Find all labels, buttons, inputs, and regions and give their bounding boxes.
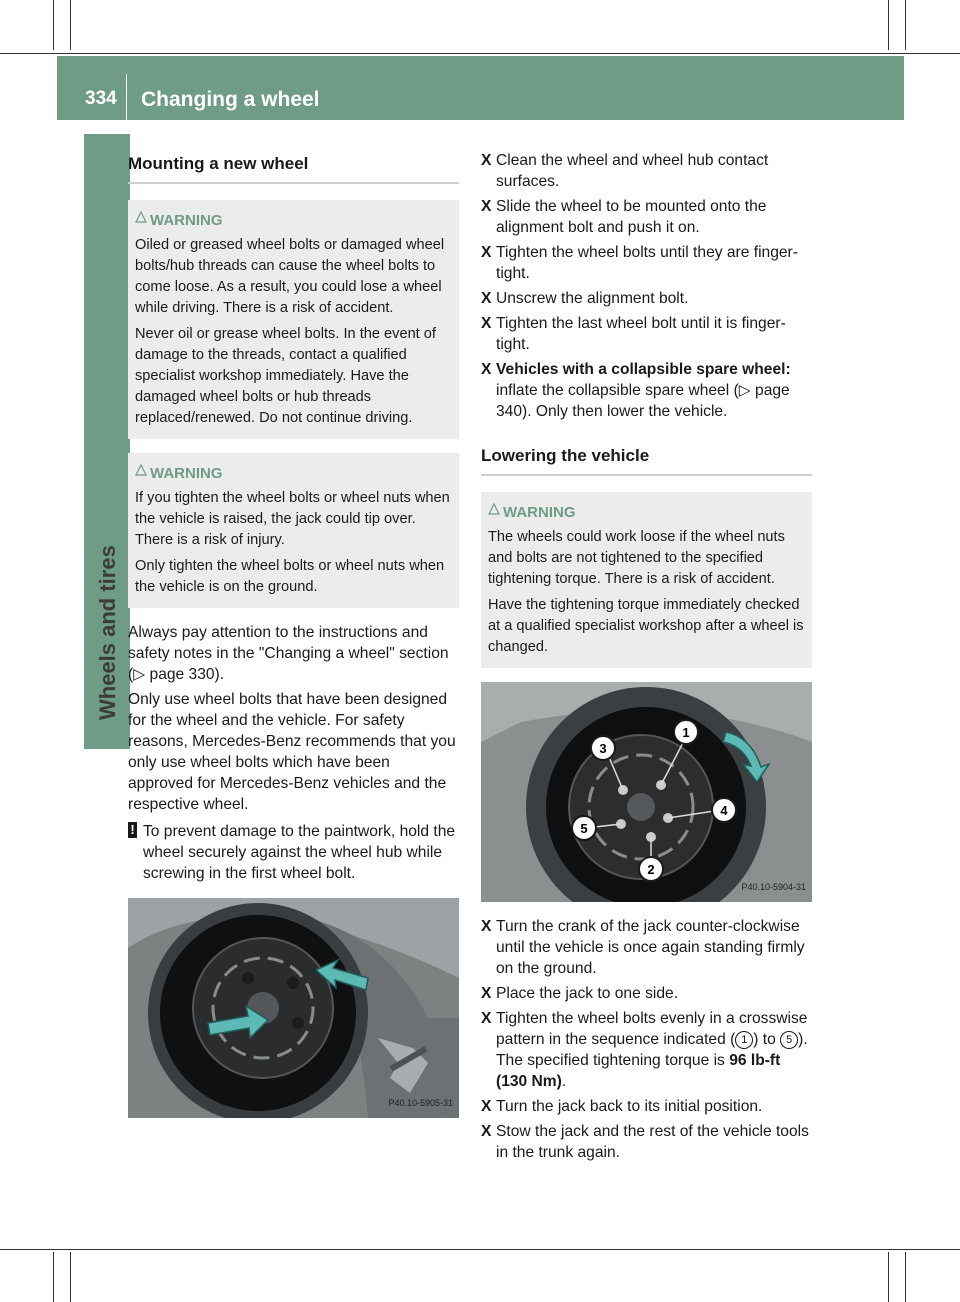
warning-label: WARNING — [150, 212, 223, 229]
tightening-sequence-drawing — [481, 682, 812, 902]
callout-1 — [674, 720, 698, 744]
crop-mark — [888, 1252, 889, 1302]
section-title-lowering: Lowering the vehicle — [481, 442, 812, 476]
page-number: 334 — [85, 88, 117, 109]
warning-text: Have the tightening torque immediately checked at a qualified specialist workshop after a wheel is changed. — [488, 597, 804, 655]
step-marker-icon: X — [481, 1123, 492, 1140]
crop-mark — [70, 1252, 71, 1302]
step-marker-icon: X — [481, 315, 492, 332]
instruction-step — [481, 359, 812, 422]
warning-heading — [135, 463, 453, 484]
warning-box — [481, 492, 812, 668]
side-tab-label: Wheels and tires — [95, 545, 120, 720]
warning-triangle-icon — [488, 503, 500, 515]
callout-3 — [591, 736, 615, 760]
callout-label: 1 — [682, 725, 690, 740]
step-text: Turn the crank of the jack counter-clockwise until the vehicle is once again standing firmly on the ground. — [496, 918, 805, 977]
callout-1-inline: 1 — [735, 1031, 753, 1049]
note-text: To prevent damage to the paintwork, hold the wheel securely against the wheel hub while screwing in the first wheel bolt. — [143, 823, 456, 882]
warning-text: The wheels could work loose if the wheel nuts and bolts are not tightened to the specified tightening torque. There is a risk of accident. — [488, 529, 785, 587]
step-marker-icon: X — [481, 244, 492, 261]
caution-note — [128, 821, 459, 884]
callout-label: 4 — [720, 803, 728, 818]
step-marker-icon: X — [481, 361, 492, 378]
step-text: Turn the jack back to its initial position. — [496, 1098, 763, 1115]
step-text: ) to — [753, 1031, 781, 1048]
crop-mark — [905, 0, 906, 50]
exclamation-icon: ! — [128, 822, 137, 838]
instruction-step — [481, 916, 812, 979]
crop-mark — [0, 53, 960, 54]
body-paragraph: Only use wheel bolts that have been designed for the wheel and the vehicle. For safety reasons, Mercedes-Benz recommends that you only use wheel bolts which have been approved for Mercedes-Benz vehicles and the respective wheel. — [128, 691, 456, 813]
step-marker-icon: X — [481, 198, 492, 215]
instruction-step — [481, 242, 812, 284]
body-paragraph: Always pay attention to the instructions and safety notes in the "Changing a wheel" section (▷ page 330). — [128, 624, 449, 683]
warning-triangle-icon — [135, 211, 147, 223]
instruction-step — [481, 150, 812, 192]
warning-text: Never oil or grease wheel bolts. In the event of damage to the threads, contact a qualified specialist workshop immediately. Have the damaged wheel bolts or hub threads replaced/renewed. Do not continue driving. — [135, 326, 436, 426]
callout-5 — [572, 816, 596, 840]
instruction-step — [481, 196, 812, 238]
step-text: Stow the jack and the rest of the vehicle tools in the trunk again. — [496, 1123, 809, 1161]
callout-5-inline: 5 — [780, 1031, 798, 1049]
callout-label: 5 — [580, 821, 588, 836]
step-text: Unscrew the alignment bolt. — [496, 290, 689, 307]
step-bold-label: Vehicles with a collapsible spare wheel: — [496, 361, 791, 378]
image-code: P40.10-5904-31 — [741, 882, 806, 892]
step-text: Tighten the last wheel bolt until it is finger-tight. — [496, 315, 786, 353]
step-text: Place the jack to one side. — [496, 985, 679, 1002]
crop-mark — [53, 0, 54, 50]
header-separator — [126, 74, 127, 120]
tightening-sequence-illustration — [481, 682, 812, 902]
warning-text: Oiled or greased wheel bolts or damaged wheel bolts/hub threads can cause the wheel bolts to come loose. As a result, you could lose a wheel while driving. There is a risk of accident. — [135, 237, 445, 316]
warning-box — [128, 200, 459, 439]
warning-text: If you tighten the wheel bolts or wheel nuts when the vehicle is raised, the jack could tip over. There is a risk of injury. — [135, 490, 450, 548]
step-marker-icon: X — [481, 1010, 492, 1027]
step-marker-icon: X — [481, 1098, 492, 1115]
step-text: Clean the wheel and wheel hub contact surfaces. — [496, 152, 769, 190]
instruction-step: X Tighten the wheel bolts evenly in a crosswise pattern in the sequence indicated ( 1 ) to 5 ). The specified tightening torque is 96 lb-ft (130 Nm). — [481, 1010, 808, 1090]
warning-heading — [135, 210, 453, 231]
warning-text: Only tighten the wheel bolts or wheel nuts when the vehicle is on the ground. — [135, 558, 445, 595]
step-text: Tighten the wheel bolts until they are finger-tight. — [496, 244, 798, 282]
callout-4 — [712, 798, 736, 822]
callout-label: 3 — [599, 741, 607, 756]
instruction-step — [481, 288, 812, 309]
warning-box — [128, 453, 459, 608]
crop-mark — [905, 1252, 906, 1302]
step-marker-icon: X — [481, 152, 492, 169]
instruction-step — [481, 313, 812, 355]
step-text: inflate the collapsible spare wheel (▷ page 340). Only then lower the vehicle. — [496, 382, 790, 420]
crop-mark — [0, 1249, 960, 1250]
step-text: Slide the wheel to be mounted onto the alignment bolt and push it on. — [496, 198, 767, 236]
step-text: ). The specified tightening torque is — [496, 1031, 808, 1069]
left-column — [128, 150, 459, 1118]
warning-label: WARNING — [503, 504, 576, 521]
instruction-step — [481, 1096, 812, 1117]
page-title: Changing a wheel — [141, 88, 320, 111]
step-marker-icon: X — [481, 290, 492, 307]
wheel-mounting-illustration — [128, 898, 459, 1118]
right-column — [481, 150, 812, 1167]
instruction-step — [481, 1121, 812, 1163]
callout-label: 2 — [647, 862, 655, 877]
crop-mark — [888, 0, 889, 50]
instruction-step — [481, 983, 812, 1004]
step-marker-icon: X — [481, 985, 492, 1002]
warning-triangle-icon — [135, 464, 147, 476]
section-title-mounting: Mounting a new wheel — [128, 150, 459, 184]
callout-2 — [639, 857, 663, 881]
torque-value: 96 lb-ft (130 Nm) — [496, 1052, 781, 1090]
step-marker-icon: X — [481, 918, 492, 935]
crop-mark — [70, 0, 71, 50]
crop-mark — [53, 1252, 54, 1302]
warning-label: WARNING — [150, 465, 223, 482]
wheel-mounting-drawing — [128, 898, 459, 1118]
image-code: P40.10-5905-31 — [388, 1098, 453, 1108]
warning-heading — [488, 502, 806, 523]
step-text: Tighten the wheel bolts evenly in a crosswise pattern in the sequence indicated ( — [496, 1010, 808, 1048]
